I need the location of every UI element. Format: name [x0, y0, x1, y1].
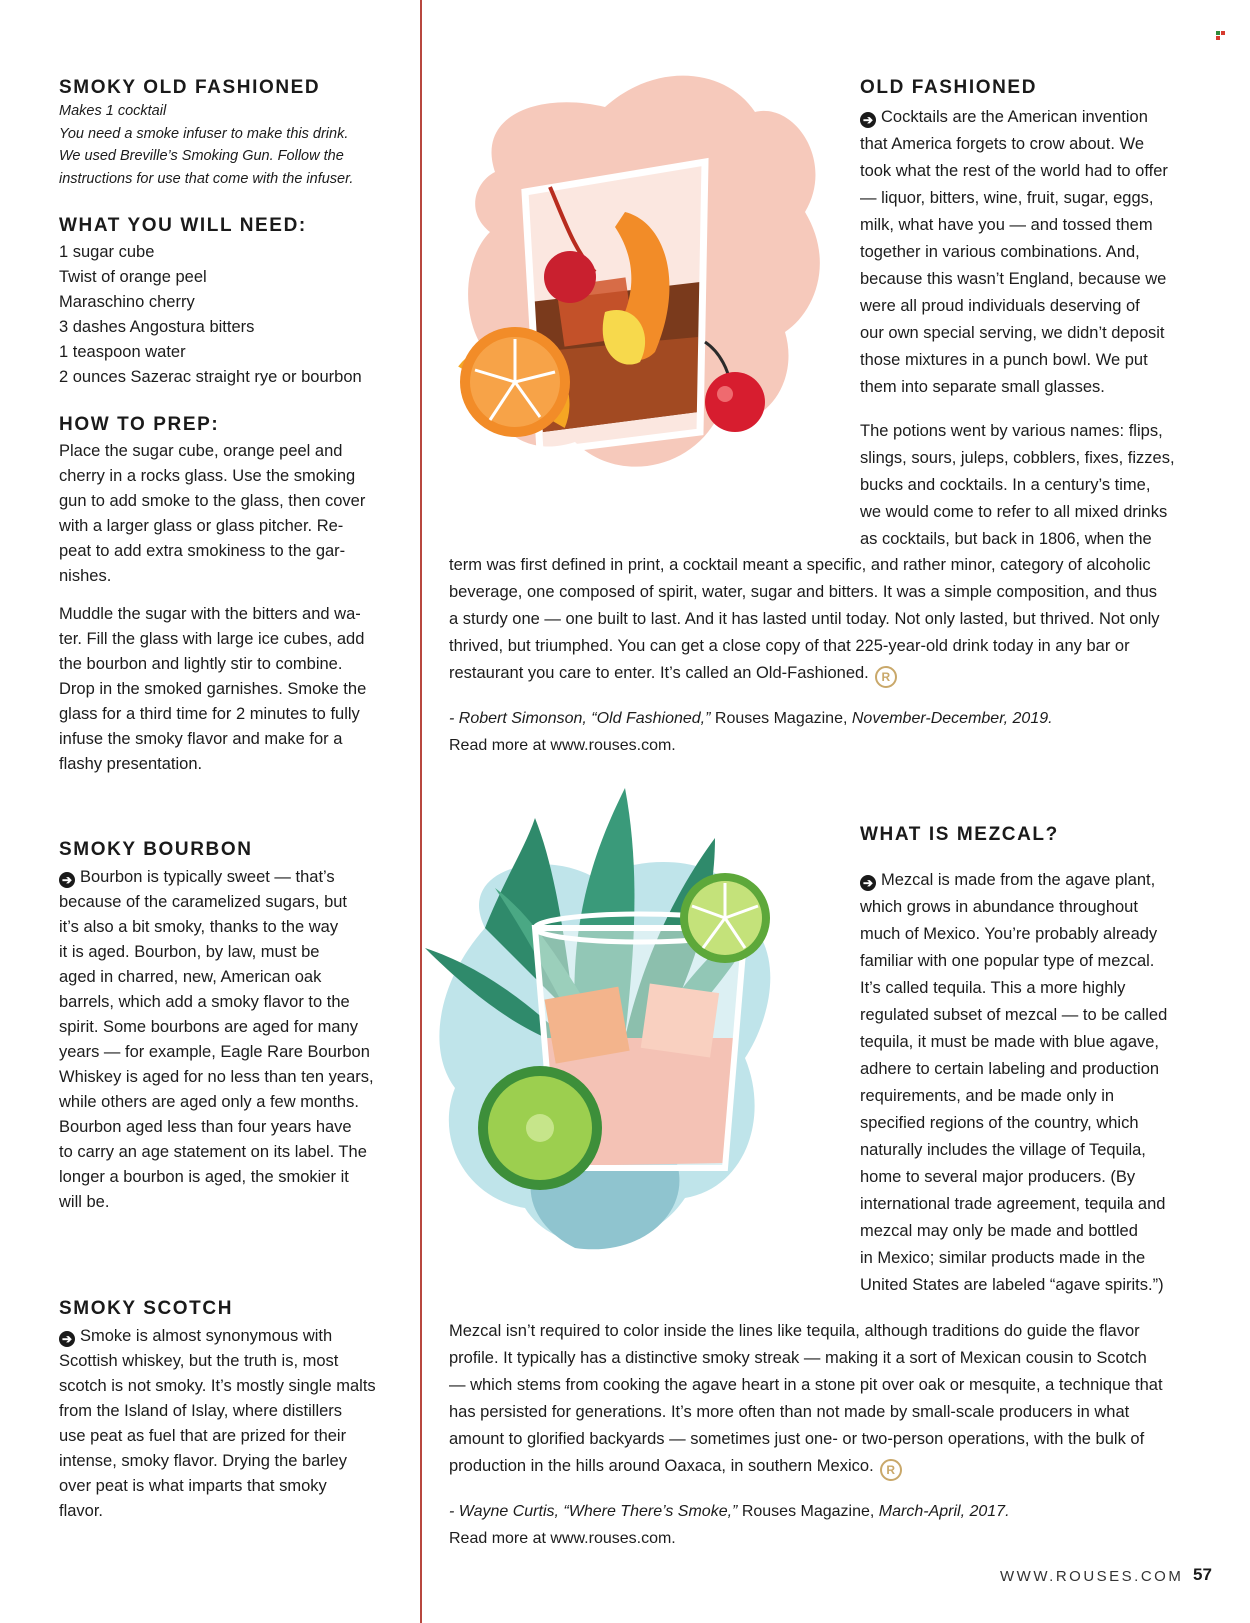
mezcal-wide-paragraph: [449, 1318, 1189, 1552]
text-line: to carry an age statement on its label. The: [59, 1143, 367, 1161]
arrow-circle-icon: ➔: [59, 872, 75, 888]
prep-section: [59, 413, 399, 777]
mezcal-illustration: [425, 788, 790, 1273]
text-line: cherry in a rocks glass. Use the smoking: [59, 467, 356, 485]
text-line: milk, what have you — and tossed them: [860, 216, 1153, 234]
subsection-title: WHAT YOU WILL NEED:: [59, 215, 307, 236]
text-line: Bourbon is typically sweet — that’s: [80, 868, 335, 886]
citation-author: - Wayne Curtis, “Where There’s Smoke,”: [449, 1503, 738, 1520]
ingredient: 2 ounces Sazerac straight rye or bourbon: [59, 368, 362, 386]
text-line: requirements, and be made only in: [860, 1087, 1115, 1105]
citation-line: [449, 1498, 1189, 1525]
ingredient: Twist of orange peel: [59, 268, 207, 286]
text-line: which grows in abundance throughout: [860, 898, 1138, 916]
text-line: those mixtures in a punch bowl. We put: [860, 351, 1148, 369]
text-line: aged in charred, new, American oak: [59, 968, 322, 986]
text-line: gun to add smoke to the glass, then cover: [59, 492, 366, 510]
text-line: regulated subset of mezcal — to be called: [860, 1006, 1168, 1024]
text-line: [860, 867, 1200, 894]
citation: [449, 705, 1189, 759]
smoky-bourbon-section: [59, 838, 399, 1215]
text-line: the bourbon and lightly stir to combine.: [59, 655, 343, 673]
text-line: international trade agreement, tequila and: [860, 1195, 1166, 1213]
citation-publication: Rouses Magazine,: [741, 1503, 875, 1520]
arrow-circle-icon: ➔: [860, 875, 876, 891]
note-line: You need a smoke infuser to make this drink.: [59, 125, 349, 142]
text-line: much of Mexico. You’re probably already: [860, 925, 1158, 943]
section-title: SMOKY SCOTCH: [59, 1298, 234, 1319]
ingredient: 3 dashes Angostura bitters: [59, 318, 255, 336]
subsection-title: HOW TO PREP:: [59, 414, 220, 435]
text-line: Drop in the smoked garnishes. Smoke the: [59, 680, 367, 698]
text-line: term was first defined in print, a cocktail meant a specific, and rather minor, category of alcoholic: [449, 556, 1151, 574]
text-line: has persisted for generations. It’s more often than not made by small-scale producers in what: [449, 1403, 1130, 1421]
corner-flag-icon: [1216, 31, 1225, 40]
ingredients-list: [59, 240, 399, 390]
text-line: took what the rest of the world had to offer: [860, 162, 1168, 180]
text-line: were all proud individuals deserving of: [860, 297, 1140, 315]
text-line: peat to add extra smokiness to the gar-: [59, 542, 346, 560]
prep-paragraph-2: [59, 602, 399, 777]
text-line: It’s called tequila. This a more highly: [860, 979, 1126, 997]
text-line: Bourbon aged less than four years have: [59, 1118, 352, 1136]
arrow-circle-icon: ➔: [59, 1331, 75, 1347]
text-line: scotch is not smoky. It’s mostly single malts: [59, 1377, 376, 1395]
text-line: amount to glorified backyards — sometimes just one- or two-person operations, with the bulk of: [449, 1430, 1145, 1448]
text-line: together in various combinations. And,: [860, 243, 1140, 261]
smoky-old-fashioned-section: [59, 76, 394, 190]
text-line: home to several major producers. (By: [860, 1168, 1136, 1186]
text-line: [59, 1324, 399, 1349]
ingredient: Maraschino cherry: [59, 293, 195, 311]
paragraph: [860, 418, 1200, 553]
text-line: we would come to refer to all mixed drinks: [860, 503, 1168, 521]
text-line: that America forgets to crow about. We: [860, 135, 1144, 153]
section-title: SMOKY BOURBON: [59, 839, 253, 860]
ingredients-section: [59, 214, 399, 390]
text-line: with a larger glass or glass pitcher. Re-: [59, 517, 344, 535]
page-number: 57: [1193, 1565, 1212, 1584]
text-line: [860, 104, 1200, 131]
section-title: OLD FASHIONED: [860, 77, 1038, 98]
text-line: mezcal may only be made and bottled: [860, 1222, 1138, 1240]
section-title: WHAT IS MEZCAL?: [860, 824, 1059, 845]
text-line: [449, 1453, 1189, 1481]
text-line: years — for example, Eagle Rare Bourbon: [59, 1043, 370, 1061]
text-line: bucks and cocktails. In a century’s time,: [860, 476, 1151, 494]
text-line: naturally includes the village of Tequila,: [860, 1141, 1146, 1159]
rouses-r-icon: R: [880, 1459, 902, 1481]
text-line: adhere to certain labeling and production: [860, 1060, 1160, 1078]
text-line: United States are labeled “agave spirits.”): [860, 1276, 1164, 1294]
text-line: Mezcal isn’t required to color inside the lines like tequila, although traditions do guide the flavor: [449, 1322, 1140, 1340]
text-line: spirit. Some bourbons are aged for many: [59, 1018, 358, 1036]
text-line: our own special serving, we didn’t deposit: [860, 324, 1165, 342]
prep-paragraph-1: [59, 439, 399, 589]
text-line: familiar with one popular type of mezcal.: [860, 952, 1155, 970]
text-line: from the Island of Islay, where distillers: [59, 1402, 343, 1420]
text-line: Smoke is almost synonymous with: [80, 1327, 333, 1345]
text-line: them into separate small glasses.: [860, 378, 1105, 396]
text-line: production in the hills around Oaxaca, in southern Mexico.: [449, 1457, 874, 1475]
text-line: longer a bourbon is aged, the smokier it: [59, 1168, 349, 1186]
text-line: ter. Fill the glass with large ice cubes, add: [59, 630, 365, 648]
section-title: SMOKY OLD FASHIONED: [59, 77, 321, 98]
text-line: Scottish whiskey, but the truth is, most: [59, 1352, 339, 1370]
read-more-link[interactable]: Read more at www.rouses.com.: [449, 1530, 676, 1547]
text-line: tequila, it must be made with blue agave,: [860, 1033, 1160, 1051]
text-line: [449, 660, 1189, 688]
text-line: Cocktails are the American invention: [881, 108, 1148, 126]
text-line: use peat as fuel that are prized for their: [59, 1427, 347, 1445]
mezcal-section: [860, 823, 1200, 1299]
old-fashioned-wide-paragraph: [449, 552, 1189, 759]
text-line: nishes.: [59, 567, 112, 585]
makes-line: Makes 1 cocktail: [59, 103, 167, 119]
citation-publication: Rouses Magazine,: [714, 710, 848, 727]
text-line: infuse the smoky flavor and make for a: [59, 730, 343, 748]
text-line: it’s also a bit smoky, thanks to the way: [59, 918, 339, 936]
citation-date: November-December, 2019.: [851, 710, 1053, 727]
citation: [449, 1498, 1189, 1552]
arrow-circle-icon: ➔: [860, 112, 876, 128]
text-line: Muddle the sugar with the bitters and wa-: [59, 605, 361, 623]
footer-url[interactable]: WWW.ROUSES.COM: [1000, 1568, 1184, 1585]
ingredient: 1 sugar cube: [59, 243, 155, 261]
text-line: as cocktails, but back in 1806, when the: [860, 530, 1152, 548]
text-line: a sturdy one — one built to last. And it has lasted until today. Not only lasted, but thrived. Not only: [449, 610, 1160, 628]
old-fashioned-section: [860, 76, 1200, 553]
read-more-link[interactable]: Read more at www.rouses.com.: [449, 737, 676, 754]
text-line: while others are aged only a few months.: [59, 1093, 359, 1111]
text-line: intense, smoky flavor. Drying the barley: [59, 1452, 347, 1470]
text-line: Whiskey is aged for no less than ten years,: [59, 1068, 374, 1086]
old-fashioned-illustration: [455, 52, 835, 522]
text-line: slings, sours, juleps, cobblers, fixes, fizzes,: [860, 449, 1175, 467]
text-line: because this wasn’t England, because we: [860, 270, 1167, 288]
ingredient: 1 teaspoon water: [59, 343, 186, 361]
text-line: glass for a third time for 2 minutes to fully: [59, 705, 360, 723]
text-line: because of the caramelized sugars, but: [59, 893, 348, 911]
text-line: over peat is what imparts that smoky: [59, 1477, 327, 1495]
text-line: profile. It typically has a distinctive smoky streak — making it a sort of Mexican cousin to Scotch: [449, 1349, 1147, 1367]
text-line: thrived, but triumphed. You can get a close copy of that 225-year-old drink today in any bar or: [449, 637, 1130, 655]
text-line: in Mexico; similar products made in the: [860, 1249, 1146, 1267]
text-line: restaurant you care to enter. It’s called an Old-Fashioned.: [449, 664, 869, 682]
text-line: Mezcal is made from the agave plant,: [881, 871, 1156, 889]
text-line: it is aged. Bourbon, by law, must be: [59, 943, 320, 961]
text-line: flavor.: [59, 1502, 104, 1520]
column-divider: [420, 0, 422, 1623]
rouses-r-icon: R: [875, 666, 897, 688]
text-line: — which stems from cooking the agave heart in a stone pit over oak or mesquite, a technique that: [449, 1376, 1163, 1394]
text-line: barrels, which add a smoky flavor to the: [59, 993, 350, 1011]
citation-date: March-April, 2017.: [878, 1503, 1010, 1520]
text-line: The potions went by various names: flips,: [860, 422, 1163, 440]
text-line: flashy presentation.: [59, 755, 203, 773]
note-line: instructions for use that come with the infuser.: [59, 170, 354, 187]
text-line: specified regions of the country, which: [860, 1114, 1139, 1132]
text-line: Place the sugar cube, orange peel and: [59, 442, 343, 460]
text-line: beverage, one composed of spirit, water, sugar and bitters. It was a simple composition, and thus: [449, 583, 1158, 601]
text-line: — liquor, bitters, wine, fruit, sugar, eggs,: [860, 189, 1154, 207]
text-line: will be.: [59, 1193, 110, 1211]
note-line: We used Breville’s Smoking Gun. Follow the: [59, 148, 344, 164]
smoky-scotch-section: [59, 1297, 399, 1524]
citation-line: [449, 705, 1189, 732]
citation-author: - Robert Simonson, “Old Fashioned,”: [449, 710, 711, 727]
text-line: [59, 865, 399, 890]
